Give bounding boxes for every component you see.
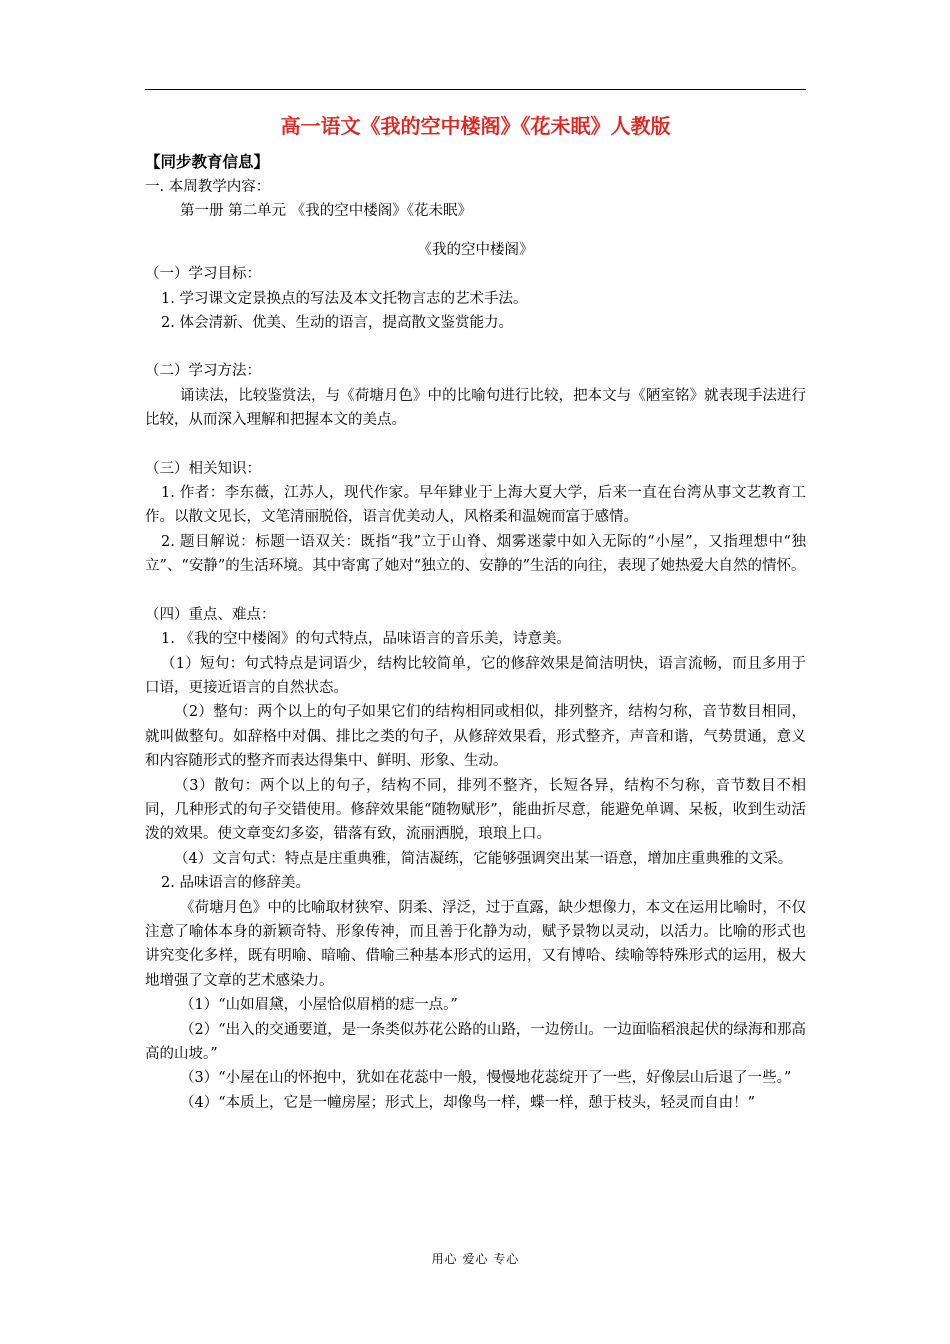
methods-paragraph: 诵读法，比较鉴赏法，与《荷塘月色》中的比喻句进行比较，把本文与《陋室铭》就表现手法进行比较，从而深入理解和把握本文的美点。	[145, 387, 806, 429]
heading-teaching-content: 一. 本周教学内容：	[145, 179, 271, 195]
heading-methods: （二）学习方法：	[145, 363, 261, 380]
page-title: 高一语文《我的空中楼阁》《花未眠》人教版	[280, 114, 671, 138]
key-item-1: 1. 《我的空中楼阁》的句式特点，品味语言的音乐美，诗意美。	[161, 631, 571, 648]
key-item-2: 2. 品味语言的修辞美。	[161, 875, 310, 892]
unit-line: 第一册 第二单元 《我的空中楼阁》《花未眠》	[180, 203, 472, 220]
key-item-1-parallel-sentence: （2）整句：两个以上的句子如果它们的结构相同或相似，排列整齐，结构匀称，音节数目相同，就叫做整句。如辞格中对偶、排比之类的句子，从修辞效果看，形式整齐，声音和谐，气势贯通，意义和内容随形式的整齐而表达得集中、鲜明、形象、生动。	[145, 704, 806, 770]
key-item-1-loose-sentence: （3）散句：两个以上的句子，结构不同，排列不整齐，长短各异，结构不匀称，音节数目不相同，几种形式的句子交错使用。修辞效果能“随物赋形”，能曲折尽意，能避免单调、呆板，收到生动活泼的效果。使文章变幻多姿，错落有致，流丽洒脱，琅琅上口。	[145, 777, 806, 843]
example-2: （2）“出入的交通要道，是一条类似苏花公路的山路，一边傍山。一边面临稻浪起伏的绿海和那高高的山坡。”	[145, 1021, 806, 1062]
heading-key-points: （四）重点、难点：	[145, 606, 276, 623]
subtitle: 《我的空中楼阁》	[417, 241, 534, 258]
example-4: （4）“本质上，它是一幢房屋；形式上，却像鸟一样，蝶一样，憩于枝头，轻灵而自由！”	[180, 1094, 756, 1111]
goal-item-1: 1. 学习课文定景换点的写法及本文托物言志的艺术手法。	[161, 290, 528, 307]
knowledge-item-2: 2. 题目解说：标题一语双关：既指“我”立于山脊、烟雾迷蒙中如入无际的“小屋”，又指理想中“独立”、“安静”的生活环境。其中寄寓了她对“独立的、安静的”生活的向往，表现了她热爱大自然的情怀。	[145, 533, 806, 575]
heading-goals: （一）学习目标：	[145, 266, 261, 283]
goal-item-2: 2. 体会清新、优美、生动的语言，提高散文鉴赏能力。	[161, 315, 513, 332]
key-item-1-short-sentence: （1）短句：句式特点是词语少，结构比较简单，它的修辞效果是简洁明快，语言流畅，而且多用于口语，更接近语言的自然状态。	[145, 655, 806, 696]
header-rule	[145, 89, 806, 90]
document-body	[145, 149, 806, 1115]
knowledge-item-1: 1. 作者：李东薇，江苏人，现代作家。早年肄业于上海大夏大学，后来一直在台湾从事文艺教育工作。以散文见长，文笔清丽脱俗，语言优美动人，风格柔和温婉而富于感情。	[145, 485, 806, 526]
section-header: 【同步教育信息】	[145, 153, 270, 171]
example-3: （3）“小屋在山的怀抱中，犹如在花蕊中一般，慢慢地花蕊绽开了一些，好像层山后退了一些。”	[180, 1070, 792, 1087]
rhetoric-paragraph: 《荷塘月色》中的比喻取材狭窄、阴柔、浮泛，过于直露，缺少想像力，本文在运用比喻时，不仅注意了喻体本身的新颖奇特、形象传神，而且善于化静为动，赋予景物以灵动，以活力。比喻的形式也讲究变化多样，既有明喻、暗喻、借喻三种基本形式的运用，又有博哈、续喻等特殊形式的运用，极大地增强了文章的艺术感染力。	[145, 899, 806, 989]
heading-knowledge: （三）相关知识：	[145, 460, 261, 477]
page-footer: 用心 爱心 专心	[431, 1252, 520, 1266]
key-item-1-classical-sentence: （4）文言句式：特点是庄重典雅，简洁凝练，它能够强调突出某一语意，增加庄重典雅的文采。	[174, 850, 793, 867]
example-1: （1）“山如眉黛，小屋恰似眉梢的痣一点。”	[180, 997, 458, 1014]
